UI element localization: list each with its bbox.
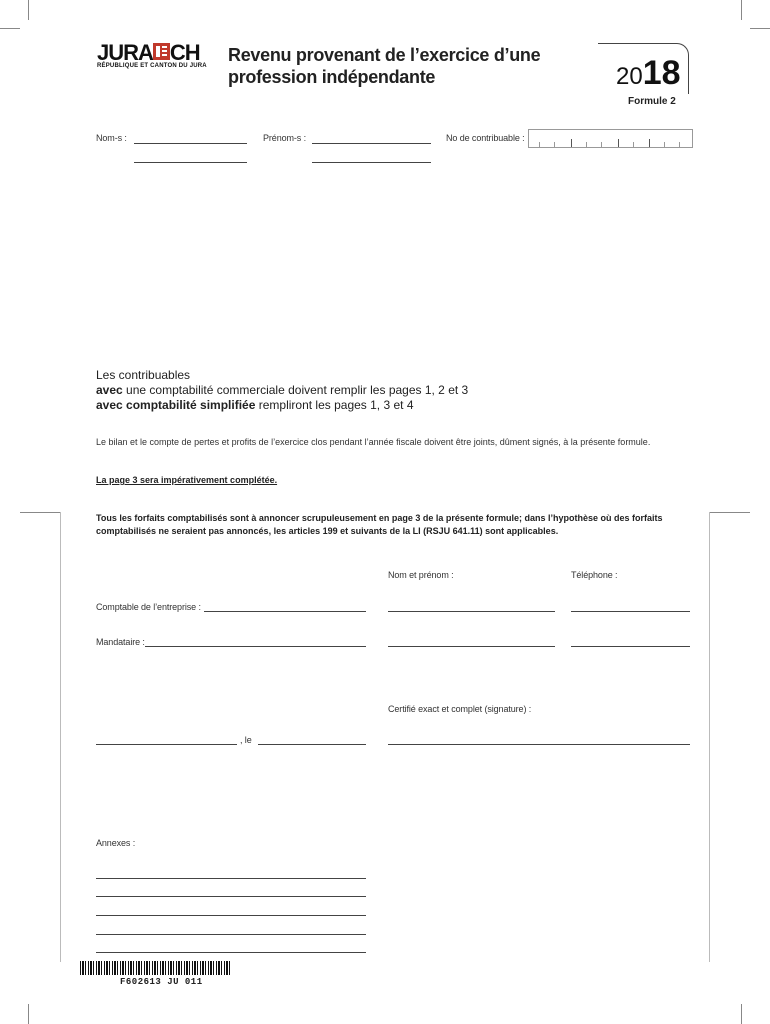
crop-mark (709, 512, 710, 962)
annexe-line[interactable] (96, 878, 366, 879)
telephone-header: Téléphone : (571, 570, 618, 580)
prenom-field-2[interactable] (312, 162, 431, 163)
crop-mark (28, 0, 29, 20)
jura-flag-icon (153, 43, 170, 60)
logo-subtitle: RÉPUBLIQUE ET CANTON DU JURA (97, 63, 207, 69)
crop-mark (750, 28, 770, 29)
mandataire-field[interactable] (145, 646, 366, 647)
intro-text: Les contribuables avec une comptabilité commerciale doivent remplir les pages 1, 2 et 3 avec comptabilité simplifiée rempliront les pages 1, 3 et 4 (96, 368, 469, 412)
forfaits-note: Tous les forfaits comptabilisés sont à annoncer scrupuleusement en page 3 de la présente formule; dans l’hypothèse où des forfaits comptabilisés ne seraient pas annoncés, les articles 199 et suivants de la LI (RSJU 641.11) sont applicables. (96, 513, 663, 536)
comptable-field[interactable] (204, 611, 366, 612)
comptable-label: Comptable de l’entreprise : (96, 602, 201, 612)
crop-mark (28, 1004, 29, 1024)
barcode (80, 961, 230, 975)
annexes-label: Annexes : (96, 838, 136, 848)
mandataire-telephone-field[interactable] (571, 646, 690, 647)
nom-field-2[interactable] (134, 162, 247, 163)
crop-mark (0, 28, 20, 29)
nom-prenom-header: Nom et prénom : (388, 570, 454, 580)
nom-label: Nom-s : (96, 133, 127, 143)
comptable-nom-field[interactable] (388, 611, 555, 612)
comptable-telephone-field[interactable] (571, 611, 690, 612)
certifie-label: Certifié exact et complet (signature) : (388, 704, 532, 714)
nom-field[interactable] (134, 143, 247, 144)
place-field[interactable] (96, 744, 237, 745)
bilan-note: Le bilan et le compte de pertes et profits de l’exercice clos pendant l’année fiscale doivent être joints, dûment signés, à la présente formule. (96, 437, 651, 447)
mandataire-label: Mandataire : (96, 637, 145, 647)
crop-mark (20, 512, 60, 513)
crop-mark (741, 0, 742, 20)
page3-note: La page 3 sera impérativement complétée. (96, 475, 278, 485)
crop-mark (60, 512, 61, 962)
crop-mark (710, 512, 750, 513)
page-title: Revenu provenant de l’exercice d’une profession indépendante (228, 45, 541, 87)
crop-mark (741, 1004, 742, 1024)
prenom-field[interactable] (312, 143, 431, 144)
date-field[interactable] (258, 744, 366, 745)
logo: JURA CH (97, 40, 200, 65)
annexe-line[interactable] (96, 952, 366, 953)
annexe-line[interactable] (96, 915, 366, 916)
form-name: Formule 2 (628, 96, 676, 107)
annexe-line[interactable] (96, 934, 366, 935)
signature-field[interactable] (388, 744, 690, 745)
prenom-label: Prénom-s : (263, 133, 307, 143)
mandataire-nom-field[interactable] (388, 646, 555, 647)
tax-year: 2018 (616, 54, 681, 92)
contribuable-field[interactable] (528, 129, 693, 148)
annexe-line[interactable] (96, 896, 366, 897)
date-separator: , le (240, 735, 252, 745)
barcode-text: F602613 JU 011 (120, 977, 203, 987)
contribuable-label: No de contribuable : (446, 133, 525, 143)
